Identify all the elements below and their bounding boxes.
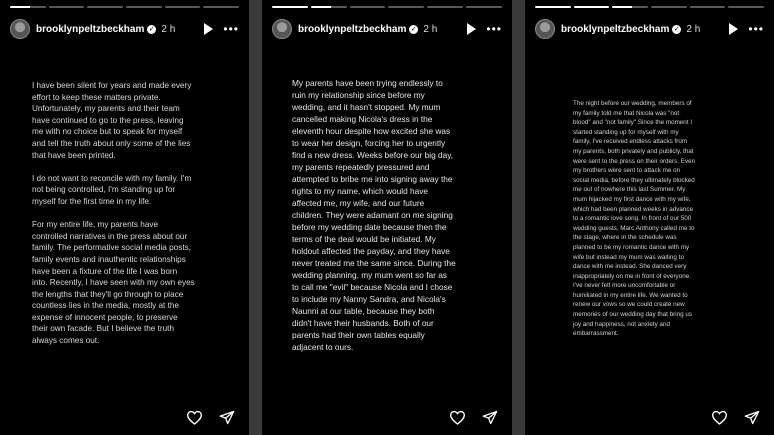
progress-segment [574, 6, 610, 8]
text-line: wedding planning, my mum went so far as [292, 270, 447, 280]
progress-segment [427, 6, 463, 8]
text-line: to include my Nanny Sandra, and Nicola's [292, 294, 446, 304]
text-line: family, I've received endless attacks from [573, 138, 688, 146]
text-line: into. Recently, I have seen with my own eyes [32, 278, 195, 288]
story-progress [10, 6, 239, 8]
username[interactable]: brooklynpeltzbeckham [298, 23, 407, 35]
play-icon[interactable] [467, 23, 476, 35]
text-line: have been a fixture of the life I was born [32, 266, 178, 276]
text-line: family. The performative social media posts, [32, 243, 191, 253]
send-icon[interactable] [744, 410, 760, 425]
heart-icon[interactable] [186, 410, 203, 425]
text-line: renew our vows so we could create new [573, 301, 685, 309]
text-line: humiliated in my entire life. We wanted to [573, 291, 688, 299]
story-text [0, 80, 249, 347]
text-line: countless lies in the media, mostly at the [32, 301, 179, 311]
text-line: to wear her design, forcing her to urgently [292, 138, 446, 148]
story-header [10, 18, 239, 40]
text-line: Naunni at our table, because they both [292, 306, 435, 316]
text-line [32, 208, 249, 220]
progress-segment [126, 6, 162, 8]
text-line: to call me "evil" because Nicola and I chose [292, 282, 453, 292]
text-line: effort to keep these matters private. [32, 92, 161, 102]
play-icon[interactable] [204, 23, 213, 35]
send-icon[interactable] [482, 410, 498, 425]
text-line: before my wedding date because then the [292, 222, 447, 232]
progress-segment [388, 6, 424, 8]
post-time: 2 h [161, 23, 176, 35]
text-line: planned to be my romantic dance with my [573, 243, 690, 251]
text-line: I do not want to reconcile with my family. I'm [32, 173, 192, 183]
story-panel-3[interactable] [525, 0, 774, 435]
text-line: never treated me the same since. During the [292, 258, 456, 268]
text-line: myself for the first time in my life. [32, 196, 152, 206]
text-line: wife but instead my mum was waiting to [573, 253, 684, 261]
username[interactable]: brooklynpeltzbeckham [36, 23, 145, 35]
text-line: me with no choice but to speak for myself [32, 127, 183, 137]
play-icon[interactable] [729, 23, 738, 35]
text-line: the lengths that they'll go through to place [32, 289, 184, 299]
heart-icon[interactable] [711, 410, 728, 425]
text-line: joy and happiness, not anxiety and [573, 320, 670, 328]
text-line: controlled narratives in the press about our [32, 231, 188, 241]
text-line: attempted to bribe me into signing away the [292, 174, 453, 184]
verified-badge-icon: ✓ [410, 25, 417, 33]
text-line: the stage, where in the schedule was [573, 234, 677, 242]
verified-badge-icon: ✓ [148, 25, 155, 33]
text-line: my family told me that Nicola was "not [573, 109, 680, 117]
story-panel-2[interactable] [262, 0, 512, 435]
text-line: always comes out. [32, 336, 100, 346]
progress-segment [466, 6, 502, 8]
text-line: dance with me instead. She danced very [573, 263, 687, 271]
more-options-icon[interactable]: ••• [223, 22, 239, 36]
text-line: terms of the deal would be initiated. My [292, 234, 436, 244]
progress-segment [350, 6, 386, 8]
progress-segment [203, 6, 239, 8]
text-line: my parents repeatedly pressured and [292, 162, 430, 172]
avatar[interactable] [535, 19, 555, 39]
text-line [32, 161, 249, 173]
story-footer [449, 410, 498, 425]
story-header [272, 18, 502, 40]
progress-segment [690, 6, 726, 8]
post-time: 2 h [686, 23, 701, 35]
text-line: holdout affected the payday, and they have [292, 246, 450, 256]
progress-segment [10, 6, 46, 8]
progress-segment [728, 6, 764, 8]
story-text [525, 99, 774, 339]
text-line: rights to my name, which would have [292, 186, 429, 196]
text-line: affected me, my wife, and our future [292, 198, 425, 208]
text-line: my brothers were sent to attack me on [573, 167, 681, 175]
text-line: The night before our wedding, members of [573, 100, 692, 107]
text-line: I've never felt more uncomfortable or [573, 282, 676, 290]
progress-segment [49, 6, 85, 8]
story-progress [272, 6, 502, 8]
text-line: parents had their own tables equally [292, 330, 425, 340]
text-line: which had been planned weeks in advance [573, 205, 694, 213]
send-icon[interactable] [219, 410, 235, 425]
text-line: My parents have been trying endlessly to [292, 78, 443, 88]
text-line: their own facade. But I believe the truth [32, 324, 175, 334]
text-line: me out of nowhere this last Summer. My [573, 186, 686, 194]
text-line: my parents, both privately and publicly, that [573, 147, 694, 155]
heart-icon[interactable] [449, 410, 466, 425]
avatar[interactable] [10, 19, 30, 39]
progress-segment [612, 6, 648, 8]
text-line: mum hijacked my first dance with my wife, [573, 195, 691, 203]
avatar[interactable] [272, 19, 292, 39]
text-line: Unfortunately, my parents and their team [32, 104, 180, 114]
story-panel-1[interactable] [0, 0, 249, 435]
text-line: and tell the truth about only some of the lies [32, 138, 191, 148]
text-line: find a new dress. Weeks before our big day, [292, 150, 454, 160]
more-options-icon[interactable]: ••• [748, 22, 764, 36]
text-line: were sent to the press on their orders. Even [573, 157, 696, 165]
text-line: inappropriately on me in front of everyone. [573, 272, 691, 280]
story-footer [711, 410, 760, 425]
text-line: didn't have their husbands. Both of our [292, 318, 434, 328]
text-line: cancelled making Nicola's dress in the [292, 114, 433, 124]
text-line: wedding, and it hasn't stopped. My mum [292, 102, 441, 112]
text-line: embarrassment. [573, 330, 619, 338]
text-line: not being controlled, I'm standing up for [32, 185, 176, 195]
text-line: I have been silent for years and made every [32, 81, 192, 90]
text-line: eleventh hour despite how excited she was [292, 126, 451, 136]
story-text [262, 77, 512, 353]
text-line: family events and inauthentic relationships [32, 254, 186, 264]
username[interactable]: brooklynpeltzbeckham [561, 23, 670, 35]
story-progress [535, 6, 764, 8]
text-line: social media, before they ultimately blocked [573, 176, 695, 184]
progress-segment [311, 6, 347, 8]
progress-segment [651, 6, 687, 8]
post-time: 2 h [423, 23, 438, 35]
text-line: that have been printed. [32, 150, 116, 160]
progress-segment [272, 6, 308, 8]
text-line: children. They were adamant on me signing [292, 210, 453, 220]
text-line: For my entire life, my parents have [32, 220, 159, 230]
progress-segment [87, 6, 123, 8]
text-line: started standing up for myself with my [573, 128, 679, 136]
more-options-icon[interactable]: ••• [486, 22, 502, 36]
progress-segment [535, 6, 571, 8]
text-line: to a romantic love song. In front of our 500 [573, 215, 692, 223]
text-line: expense of innocent people, to preserve [32, 312, 178, 322]
story-header [535, 18, 764, 40]
text-line: ruin my relationship since before my [292, 90, 425, 100]
progress-segment [165, 6, 201, 8]
text-line: have continued to go to the press, leaving [32, 115, 184, 125]
text-line: adjacent to ours. [292, 342, 354, 352]
text-line: memories of our wedding day that bring us [573, 311, 693, 319]
text-line: wedding guests, Marc Anthony called me to [573, 224, 695, 232]
text-line: blood" and "not family" Since the moment I [573, 119, 693, 127]
story-footer [186, 410, 235, 425]
verified-badge-icon: ✓ [673, 25, 680, 33]
